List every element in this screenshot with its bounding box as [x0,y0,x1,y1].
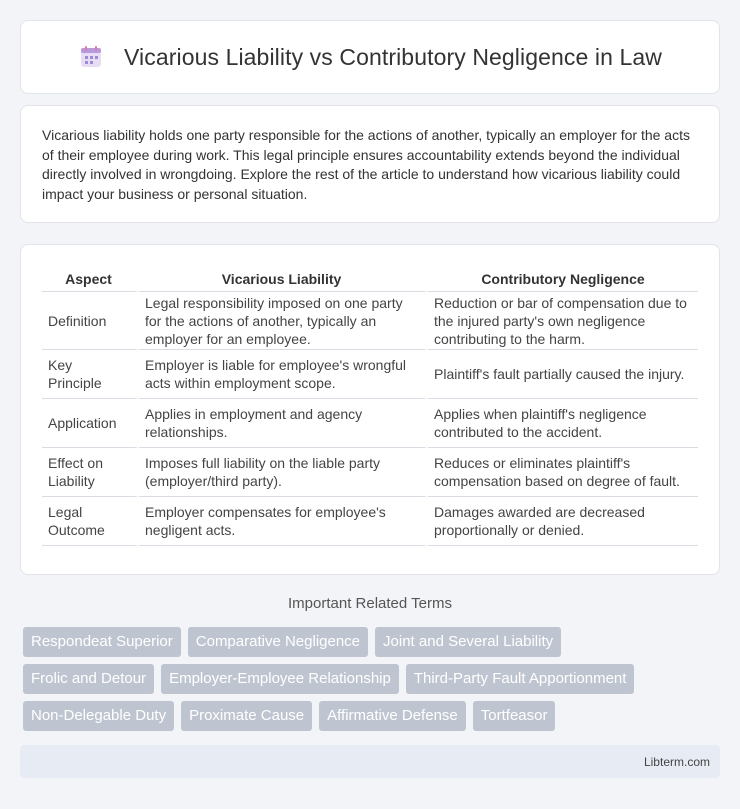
page-title: Vicarious Liability vs Contributory Negligence in Law [124,43,662,70]
header-vicarious-liability: Vicarious Liability [139,264,428,292]
tag-joint-and-several-liability[interactable]: Joint and Several Liability [375,627,561,657]
cell-aspect: Application [42,399,139,448]
tag-proximate-cause[interactable]: Proximate Cause [181,701,312,731]
cell-vicarious: Employer is liable for employee's wrongful acts within employment scope. [139,350,428,399]
tag-row [23,664,723,694]
comparison-card [20,244,720,575]
cell-vicarious: Legal responsibility imposed on one party for the actions of another, typically an employer for an employee. [139,292,428,350]
intro-card [20,105,720,223]
tag-row [23,701,723,731]
cell-contributory: Applies when plaintiff's negligence contributed to the accident. [428,399,698,448]
related-terms-heading: Important Related Terms [288,595,452,612]
table-row [42,350,698,399]
table-header-row [42,264,698,292]
tag-row [23,627,723,657]
comparison-table [42,264,698,546]
footer-bar [20,745,720,778]
cell-vicarious: Imposes full liability on the liable party (employer/third party). [139,448,428,497]
table-row [42,399,698,448]
tag-respondeat-superior[interactable]: Respondeat Superior [23,627,181,657]
document-icon [78,44,104,70]
related-terms-list [23,627,723,738]
cell-aspect: Legal Outcome [42,497,139,546]
header-aspect: Aspect [42,264,139,292]
table-row [42,292,698,350]
tag-frolic-and-detour[interactable]: Frolic and Detour [23,664,154,694]
cell-contributory: Reduces or eliminates plaintiff's compensation based on degree of fault. [428,448,698,497]
tag-non-delegable-duty[interactable]: Non-Delegable Duty [23,701,174,731]
tag-employer-employee-relationship[interactable]: Employer-Employee Relationship [161,664,399,694]
table-row [42,448,698,497]
tag-affirmative-defense[interactable]: Affirmative Defense [319,701,466,731]
tag-third-party-fault-apportionment[interactable]: Third-Party Fault Apportionment [406,664,635,694]
table-row [42,497,698,546]
intro-paragraph: Vicarious liability holds one party responsible for the actions of another, typically an employer for the acts of their employee during work. This legal principle ensures accountability extends beyond the individual directly involved in wrongdoing. Explore the rest of the article to understand how vicarious liability could impact your business or personal situation. [42,127,690,202]
cell-aspect: Key Principle [42,350,139,399]
footer-site-link[interactable]: Libterm.com [643,754,710,769]
tag-comparative-negligence[interactable]: Comparative Negligence [188,627,368,657]
cell-vicarious: Applies in employment and agency relationships. [139,399,428,448]
tag-tortfeasor[interactable]: Tortfeasor [473,701,556,731]
header-contributory-negligence: Contributory Negligence [428,264,698,292]
title-card [20,20,720,94]
cell-aspect: Effect on Liability [42,448,139,497]
cell-contributory: Damages awarded are decreased proportionally or denied. [428,497,698,546]
cell-contributory: Plaintiff's fault partially caused the injury. [428,350,698,399]
cell-vicarious: Employer compensates for employee's negligent acts. [139,497,428,546]
cell-contributory: Reduction or bar of compensation due to the injured party's own negligence contributing to the harm. [428,292,698,350]
cell-aspect: Definition [42,292,139,350]
